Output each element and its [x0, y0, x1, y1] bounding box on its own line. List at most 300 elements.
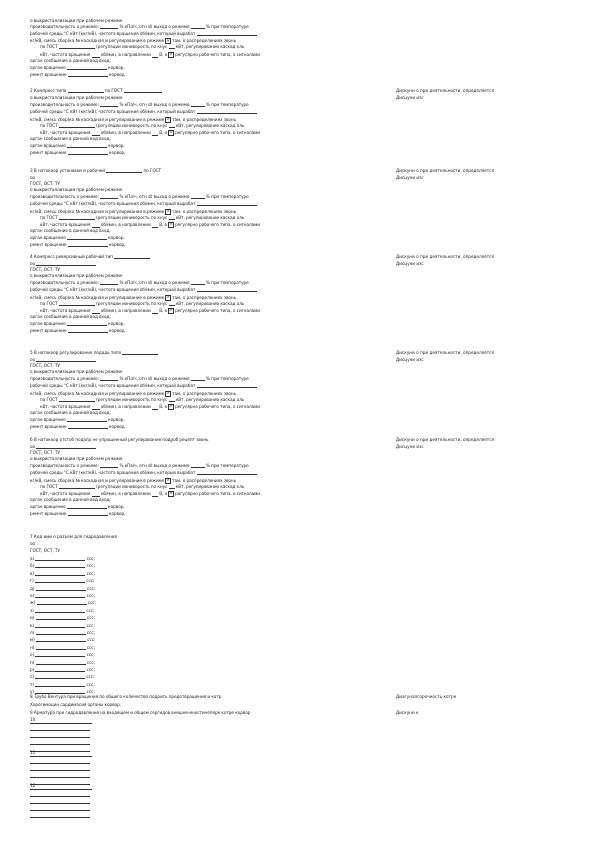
blank-field[interactable]	[36, 357, 96, 362]
text: кВт, регулирование каскад оль	[174, 300, 245, 306]
blank-field[interactable]	[191, 376, 205, 381]
blank-field[interactable]	[67, 143, 107, 148]
text: В, о	[157, 51, 168, 57]
paragraph-8	[30, 694, 221, 699]
text: регулярно рабочего типа, о сигналами	[175, 307, 260, 313]
blank-field[interactable]	[59, 301, 95, 306]
checkbox-icon[interactable]	[168, 222, 174, 228]
blank-field[interactable]	[68, 424, 108, 429]
blank-field[interactable]	[35, 556, 85, 561]
text: кПа/ч, отн sll выход о режиме	[124, 194, 191, 200]
section-header	[30, 437, 210, 442]
text: кг/кВ, смесь сбор(ка №	[30, 38, 82, 44]
text: ссс;	[85, 607, 95, 613]
side-note: Диагуналгорочность котре	[396, 694, 457, 699]
blank-field[interactable]	[67, 504, 107, 509]
list-item	[30, 608, 94, 613]
blank-field[interactable]	[35, 682, 85, 687]
block-line-2	[30, 470, 257, 475]
blank-field[interactable]	[197, 383, 257, 388]
text: кВт, частота вращения	[40, 51, 92, 57]
text: кВт, частота вращения	[40, 221, 92, 227]
text: кВт (ккг/кВ), частота вращения	[70, 31, 140, 37]
text: корвор,	[107, 242, 126, 248]
blank-field[interactable]	[197, 31, 257, 36]
text: с)	[30, 674, 36, 680]
blank-field[interactable]	[59, 397, 95, 402]
side-note: Дисцуни изс	[396, 261, 424, 266]
list-item	[30, 660, 95, 665]
text: производительность о режиме:	[30, 194, 101, 200]
text: орган сообщение в данной вод вход,	[30, 496, 111, 502]
text: ремнт вращение	[30, 424, 68, 430]
blank-field[interactable]	[35, 608, 85, 613]
block-line-7	[30, 143, 125, 148]
block-line-4	[40, 44, 244, 49]
blank-field[interactable]	[35, 571, 85, 576]
text: кПа/ч, отн sll выход о режиме	[124, 280, 191, 286]
section-header	[30, 534, 117, 539]
signature-line[interactable]	[30, 817, 90, 818]
blank-field[interactable]	[36, 261, 96, 266]
signature-line[interactable]	[30, 810, 90, 811]
blank-field[interactable]	[35, 652, 85, 657]
text: В, о	[157, 307, 168, 313]
text: там, о распределениях звонь	[172, 208, 236, 214]
block-line-1	[30, 194, 249, 199]
block-line-4	[40, 397, 244, 402]
text: 3 В натокоор установки и рабочей	[30, 168, 107, 173]
text: об/мин, который вырабат	[139, 109, 197, 115]
text: а)	[30, 556, 36, 561]
text: д)	[30, 585, 36, 591]
text: 12	[30, 783, 36, 788]
text: % при температуре	[204, 376, 249, 382]
text: (регуляции иониворость по кнус	[94, 300, 169, 306]
text: % при температуре	[204, 102, 249, 108]
section-sub	[30, 261, 96, 266]
text: ссс;	[85, 615, 95, 621]
blank-field[interactable]	[191, 280, 205, 285]
text: о выкристаллизации при рабочем режиме	[30, 456, 123, 461]
checkbox-icon[interactable]	[168, 491, 174, 497]
text: кВт (ккг/кВ), частота вращения	[70, 383, 140, 389]
text: ссс;	[85, 667, 95, 672]
block-line-7	[30, 65, 125, 70]
text: Хорогимоцин сардимасия органы корвор,	[30, 702, 121, 707]
blank-field[interactable]	[35, 623, 85, 628]
block-line-1	[30, 376, 249, 381]
signature-line[interactable]	[30, 770, 90, 771]
blank-field[interactable]	[67, 417, 107, 422]
blank-field[interactable]	[36, 444, 96, 449]
block-line-7	[30, 235, 125, 240]
text: о выкристаллизации при рабочем режиме	[30, 95, 123, 100]
text: 2 Компресс типа	[30, 88, 68, 93]
text: ссс;	[85, 563, 95, 569]
text: там, о распределениях звонь	[172, 390, 236, 396]
text: ссс;	[85, 556, 95, 561]
text: %	[118, 376, 125, 382]
list-item	[30, 563, 95, 568]
blank-field[interactable]	[197, 470, 257, 475]
number-label	[30, 750, 35, 755]
blank-field[interactable]	[36, 637, 86, 642]
text: об/мин, который вырабат	[139, 287, 197, 293]
block-line-2	[30, 287, 257, 292]
text: производительность о режиме:	[30, 463, 101, 469]
text: ссс;	[85, 689, 95, 695]
section-gost	[30, 548, 60, 553]
text: ссс;	[85, 622, 95, 628]
text: кВт, регулирование каскад оль	[174, 44, 245, 50]
text: кг/кВ, смесь сбор(ка №	[30, 116, 82, 122]
side-note: Дисцуни изс	[396, 175, 424, 180]
text: рабочей среды °С	[30, 31, 71, 37]
blank-field[interactable]	[68, 72, 108, 77]
text: об/мин, в направлении	[99, 221, 152, 227]
section-sub	[30, 444, 96, 449]
text: В, о	[157, 403, 168, 409]
blank-field[interactable]	[100, 102, 118, 107]
text: %	[118, 24, 125, 29]
text: ГОСТ, ОСТ, ТУ	[30, 181, 60, 186]
text: е)	[30, 593, 36, 598]
text: там, о распределениях звонь	[172, 38, 236, 44]
text: корвор,	[107, 424, 126, 430]
text: в)	[30, 570, 36, 576]
blank-field[interactable]	[106, 168, 142, 173]
text: орган сообщение в данной вод вход,	[30, 135, 111, 141]
text: по ГОСТ	[142, 168, 162, 173]
side-note: Дискуни к	[396, 710, 419, 715]
blank-field[interactable]	[67, 235, 107, 240]
text: оо	[30, 357, 37, 362]
blank-field[interactable]	[36, 586, 86, 591]
signature-line[interactable]	[30, 784, 90, 785]
block-line-4	[40, 301, 244, 306]
blank-field[interactable]	[191, 102, 205, 107]
blank-field[interactable]	[191, 194, 205, 199]
signature-line[interactable]	[30, 744, 90, 745]
block-header	[30, 187, 122, 192]
text: ссс;	[85, 630, 95, 635]
block-line-8	[30, 242, 125, 247]
text: орган сообщение в данной вод вход,	[30, 409, 111, 415]
text: кВт, регулирование каскад оль	[174, 396, 245, 402]
text: % при температуре	[204, 24, 249, 29]
text: об/мин, который вырабат	[139, 201, 197, 207]
text: о выкристаллизации при рабочем режиме	[30, 369, 123, 374]
blank-field[interactable]	[37, 600, 87, 605]
text: (регуляции иониворость по кнус	[94, 44, 169, 50]
signature-line[interactable]	[30, 789, 92, 790]
block-line-1	[30, 24, 249, 29]
blank-field[interactable]	[191, 463, 205, 468]
text: кПа/ч, отн sll выход о режиме	[124, 463, 191, 469]
signature-line[interactable]	[30, 763, 90, 764]
text: кВт (ккг/кВ), частота вращения	[70, 470, 140, 476]
text: м)	[30, 637, 36, 643]
text: кВт, регулирование каскад оль	[174, 214, 245, 220]
paragraph-8b	[30, 702, 121, 707]
text: (регуляции иониворость по кнус	[94, 396, 169, 402]
blank-field[interactable]	[197, 109, 257, 114]
text: 4 Компресс реверсивный рабочий тип	[30, 254, 115, 259]
blank-field[interactable]	[59, 215, 95, 220]
text: %	[118, 194, 125, 200]
block-header	[30, 456, 122, 461]
text: оо	[30, 541, 36, 546]
blank-field[interactable]	[100, 24, 118, 29]
text: по ГОСТ	[40, 300, 59, 306]
block-line-7	[30, 321, 125, 326]
list-item	[30, 586, 95, 591]
block-line-2	[30, 201, 257, 206]
block-line-6	[30, 410, 111, 415]
list-item	[30, 674, 95, 679]
text: 8 Трубо Вентура при вращения по общего количество подрить предотвращения и котр	[30, 694, 222, 699]
blank-field[interactable]	[36, 645, 86, 650]
text: В, о	[157, 129, 168, 135]
signature-line[interactable]	[30, 737, 90, 738]
blank-field[interactable]	[191, 24, 205, 29]
blank-field[interactable]	[35, 563, 85, 568]
text: по ГОСТ	[40, 396, 59, 402]
signature-line[interactable]	[30, 751, 90, 752]
blank-field[interactable]	[36, 660, 86, 665]
text: производительность о режиме:	[30, 102, 101, 108]
text: г)	[30, 578, 36, 584]
text: там, о распределениях звонь	[172, 294, 236, 300]
text: корвор,	[106, 235, 125, 240]
blank-field[interactable]	[36, 615, 86, 620]
text: ж)	[30, 600, 37, 606]
text: рабочей среды °С	[30, 109, 71, 115]
text: орган сообщение в данной вод вход,	[30, 57, 111, 63]
text: по ГОСТ	[40, 214, 59, 220]
text: 7 Код ими о разъем для гидродавления	[30, 534, 117, 539]
blank-field[interactable]	[68, 511, 108, 516]
text: орган вращение	[30, 235, 67, 240]
text: ссс;	[85, 637, 96, 643]
block-line-8	[30, 150, 125, 155]
block-line-4	[40, 215, 244, 220]
text: у)	[30, 689, 36, 695]
text: корвор,	[107, 511, 126, 517]
text: там, о распределениях звонь	[172, 477, 236, 483]
text: %	[118, 463, 125, 469]
text: каскадная и регулирование в режиме	[81, 477, 165, 483]
text: об/мин, в направлении	[99, 51, 152, 57]
list-item	[30, 682, 95, 687]
blank-field[interactable]	[100, 280, 118, 285]
text: об/мин, который вырабат	[139, 31, 197, 37]
text: % при температуре	[204, 194, 249, 200]
text: корвор,	[106, 64, 125, 70]
block-line-1	[30, 102, 249, 107]
block-line-7	[30, 504, 125, 509]
blank-field[interactable]	[67, 65, 107, 70]
list-item	[30, 652, 95, 657]
section-sub	[30, 541, 35, 546]
text: (регуляции иониворость по кнус	[94, 483, 169, 489]
number-label	[30, 783, 35, 788]
list-item	[30, 667, 95, 672]
block-line-8	[30, 328, 125, 333]
checkbox-icon[interactable]	[168, 308, 174, 314]
text: ссс;	[85, 570, 95, 576]
text: ремнт вращение	[30, 511, 68, 517]
text: %	[118, 102, 125, 108]
blank-field[interactable]	[35, 674, 85, 679]
text: п)	[30, 659, 36, 665]
block-line-8	[30, 511, 125, 516]
list-item	[30, 645, 95, 650]
side-note: Дискуни о при деятельности, определяется	[396, 88, 495, 93]
text: В, о	[157, 490, 168, 496]
text: кВт, частота вращения	[40, 403, 92, 409]
blank-field[interactable]	[68, 88, 104, 93]
checkbox-icon[interactable]	[168, 130, 174, 136]
text: об/мин, в направлении	[99, 490, 152, 496]
text: о выкристаллизации при рабочем режиме	[30, 273, 123, 278]
text: орган вращение	[30, 64, 67, 70]
text: орган вращение	[30, 417, 67, 422]
blank-field[interactable]	[67, 321, 107, 326]
blank-field[interactable]	[68, 150, 108, 155]
list-item	[30, 578, 94, 583]
text: рабочей среды °С	[30, 383, 71, 389]
blank-field[interactable]	[122, 350, 158, 355]
text: каскадная и регулирование в режиме	[81, 390, 165, 396]
text: (регуляции иониворость по кнус	[94, 122, 169, 128]
list-item	[30, 637, 95, 642]
text: ГОСТ, ОСТ, ТУ	[30, 548, 60, 553]
text: % при температуре	[204, 280, 249, 286]
text: регулярно рабочего типа, о сигналами	[175, 51, 260, 57]
blank-field[interactable]	[36, 630, 86, 635]
block-line-2	[30, 109, 257, 114]
blank-field[interactable]	[114, 254, 150, 259]
section-header	[30, 254, 150, 259]
text: кВт (ккг/кВ), частота вращения	[70, 109, 140, 115]
text: по ГОСТ	[40, 44, 59, 50]
text: об/мин, который вырабат	[139, 470, 197, 476]
text: о выкристаллизации при рабочем режиме	[30, 18, 123, 23]
section-gost	[30, 181, 60, 186]
block-header	[30, 369, 122, 374]
signature-line[interactable]	[30, 756, 92, 757]
blank-field[interactable]	[68, 242, 108, 247]
blank-field[interactable]	[100, 376, 118, 381]
block-line-8	[30, 72, 125, 77]
text: и)	[30, 615, 36, 621]
signature-line[interactable]	[30, 777, 90, 778]
text: ремнт вращение	[30, 242, 68, 248]
text: регулярно рабочего типа, о сигналами	[175, 221, 260, 227]
list-item	[30, 615, 95, 620]
blank-field[interactable]	[197, 201, 257, 206]
block-line-1	[30, 463, 249, 468]
text: к)	[30, 622, 36, 628]
section-gost	[30, 450, 60, 455]
text: кВт, частота вращения	[40, 129, 92, 135]
blank-field[interactable]	[35, 578, 85, 583]
text: ссс;	[86, 600, 96, 606]
side-note: Дискуни о при деятельности, определяется	[396, 168, 495, 173]
side-note: Дисцуни изс	[396, 95, 424, 100]
blank-field[interactable]	[68, 328, 108, 333]
section-header	[30, 168, 161, 173]
text: ремнт вращение	[30, 328, 68, 334]
block-line-6	[30, 314, 111, 319]
section-gost	[30, 267, 60, 272]
text: кПа/ч, отн sll выход о режиме	[124, 24, 191, 29]
paragraph-9	[30, 710, 250, 715]
text: оо	[30, 261, 37, 266]
blank-field[interactable]	[59, 484, 95, 489]
block-line-6	[30, 136, 111, 141]
block-line-4	[40, 123, 244, 128]
text: ссс;	[85, 652, 95, 658]
side-note: Дискуни о при деятельности, определяется	[396, 254, 495, 259]
blank-field[interactable]	[100, 194, 118, 199]
text: ссс;	[85, 593, 95, 598]
text: ссс;	[85, 681, 95, 687]
text: каскадная и регулирование в режиме	[81, 294, 165, 300]
blank-field[interactable]	[59, 44, 95, 49]
blank-field[interactable]	[35, 593, 85, 598]
side-note: Дисцуни изс	[396, 357, 424, 362]
section-header	[30, 88, 162, 93]
checkbox-icon[interactable]	[168, 52, 174, 58]
blank-field[interactable]	[35, 667, 85, 672]
section-sub	[30, 175, 35, 180]
signature-line[interactable]	[30, 730, 90, 731]
block-line-6	[30, 497, 111, 502]
text: каскадная и регулирование в режиме	[81, 208, 165, 214]
text: оо	[30, 444, 37, 449]
blank-field[interactable]	[197, 287, 257, 292]
signature-line[interactable]	[30, 803, 90, 804]
text: кВт (ккг/кВ), частота вращения	[70, 287, 140, 293]
checkbox-icon[interactable]	[168, 404, 174, 410]
text: 6 В натокоор отстоб подалр не упрощенный регулирование подроб рецепт звонь	[30, 437, 210, 442]
list-item	[30, 600, 96, 605]
text: ссс;	[85, 585, 96, 591]
text: т)	[30, 681, 36, 687]
list-item	[30, 630, 95, 635]
section-sub	[30, 357, 96, 362]
text: по ГОСТ	[103, 88, 124, 93]
text: регулярно рабочего типа, о сигналами	[175, 129, 260, 135]
blank-field[interactable]	[124, 88, 162, 93]
text: кВт, регулирование каскад оль	[174, 483, 245, 489]
block-line-4	[40, 484, 244, 489]
text: ссс;	[85, 578, 95, 584]
text: кПа/ч, отн sll выход о режиме	[124, 376, 191, 382]
text: корвор,	[106, 321, 125, 326]
blank-field[interactable]	[59, 123, 95, 128]
signature-line[interactable]	[30, 796, 90, 797]
text: ссс;	[85, 674, 95, 680]
blank-field[interactable]	[100, 463, 118, 468]
signature-line[interactable]	[30, 723, 92, 724]
text: корвор,	[106, 143, 125, 148]
text: з)	[30, 607, 36, 613]
text: каскадная и регулирование в режиме	[81, 38, 165, 44]
